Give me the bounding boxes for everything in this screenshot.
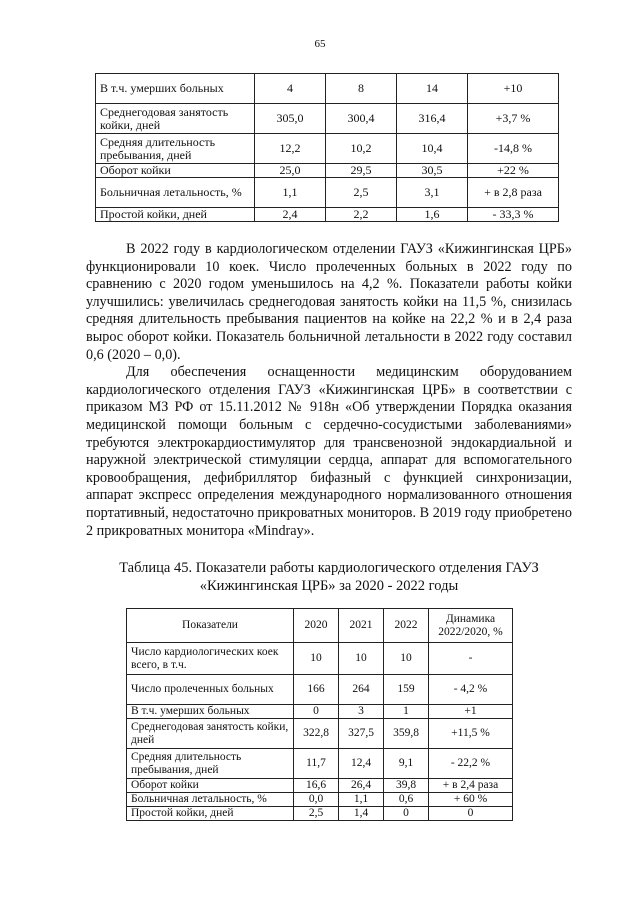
value-cell: + в 2,4 раза [429,779,513,793]
indicator-cell: Простой койки, дней [96,208,255,222]
table-row [127,719,513,749]
header-indicators: Показатели [127,609,294,643]
indicator-cell: Среднегодовая занятость койки, дней [127,719,294,749]
header-2021: 2021 [339,609,384,643]
table-caption [86,560,572,595]
value-cell: 2,4 [255,208,326,222]
value-cell: 39,8 [384,779,429,793]
value-cell: 0 [294,705,339,719]
value-cell: 2,5 [326,178,397,208]
value-cell: +3,7 % [468,104,559,134]
header-2020: 2020 [294,609,339,643]
value-cell: +11,5 % [429,719,513,749]
value-cell: 1,1 [339,793,384,807]
indicator-cell: Средняя длительность пребывания, дней [127,749,294,779]
value-cell: 300,4 [326,104,397,134]
value-cell: 0,6 [384,793,429,807]
value-cell: 322,8 [294,719,339,749]
value-cell: 327,5 [339,719,384,749]
indicator-cell: Оборот койки [127,779,294,793]
table-row [96,164,559,178]
table-row [127,749,513,779]
value-cell: 10 [339,643,384,675]
cardiology-department-table [126,608,513,821]
value-cell: 264 [339,675,384,705]
value-cell: 166 [294,675,339,705]
value-cell: 2,5 [294,807,339,821]
indicator-cell: В т.ч. умерших больных [127,705,294,719]
value-cell: + в 2,8 раза [468,178,559,208]
value-cell: - [429,643,513,675]
caption-line-1: Таблица 45. Показатели работы кардиологического отделения ГАУЗ [119,560,539,576]
value-cell: - 22,2 % [429,749,513,779]
header-2022: 2022 [384,609,429,643]
indicator-cell: Число пролеченных больных [127,675,294,705]
value-cell: 12,4 [339,749,384,779]
indicator-cell: Больничная летальность, % [127,793,294,807]
paragraph-cardiology-beds: В 2022 году в кардиологическом отделении ГАУЗ «Кижингинская ЦРБ» функционировали 10 коек. Число пролеченных больных в 2022 году по сравнению с 2020 годом уменьшилось на 4,2 %. Показатели работы койки улучшились: увеличилась среднегодовая занятость койки на 11,5 %, снизилась средняя длительность пребывания пациентов на койке на 22,2 % и в 2,4 раза вырос оборот койки. Показатель больничной летальности в 2022 году составил 0,6 (2020 – 0,0). [86,241,572,363]
value-cell: 359,8 [384,719,429,749]
value-cell: 1,1 [255,178,326,208]
table-row [127,675,513,705]
indicator-cell: Число кардиологических коек всего, в т.ч. [127,643,294,675]
table-row [127,807,513,821]
value-cell: 30,5 [397,164,468,178]
value-cell: 1,6 [397,208,468,222]
value-cell: 316,4 [397,104,468,134]
value-cell: 0,0 [294,793,339,807]
continued-statistics-table [95,73,559,222]
value-cell: +1 [429,705,513,719]
table-row [127,643,513,675]
value-cell: 12,2 [255,134,326,164]
value-cell: 14 [397,74,468,104]
table-row [127,705,513,719]
table-row [127,779,513,793]
value-cell: 26,4 [339,779,384,793]
value-cell: 16,6 [294,779,339,793]
indicator-cell: В т.ч. умерших больных [96,74,255,104]
header-dynamics: Динамика 2022/2020, % [429,609,513,643]
value-cell: + 60 % [429,793,513,807]
value-cell: 4 [255,74,326,104]
value-cell: 1,4 [339,807,384,821]
table-row [96,104,559,134]
value-cell: 0 [429,807,513,821]
table-row [96,208,559,222]
value-cell: 3,1 [397,178,468,208]
value-cell: 3 [339,705,384,719]
indicator-cell: Средняя длительность пребывания, дней [96,134,255,164]
body-text [86,241,572,540]
value-cell: +10 [468,74,559,104]
value-cell: 10,2 [326,134,397,164]
table-row [127,793,513,807]
value-cell: 10 [294,643,339,675]
page-number: 65 [314,38,326,50]
indicator-cell: Больничная летальность, % [96,178,255,208]
caption-line-2: «Кижингинская ЦРБ» за 2020 - 2022 годы [199,577,459,594]
value-cell: 25,0 [255,164,326,178]
value-cell: 8 [326,74,397,104]
indicator-cell: Простой койки, дней [127,807,294,821]
indicator-cell: Оборот койки [96,164,255,178]
paragraph-equipment: Для обеспечения оснащенности медицинским оборудованием кардиологического отделения ГАУЗ «Кижингинская ЦРБ» в соответствии с приказом МЗ РФ от 15.11.2012 № 918н «Об утверждении Порядка оказания медицинской помощи больным с сердечно-сосудистыми заболеваниями» требуются электрокардиостимулятор для трансвенозной эндокардиальной и наружной электрической стимуляции сердца, аппарат для вспомогательного кровообращения, дефибриллятор бифазный с функцией синхронизации, аппарат экспресс определения международного нормализованного отношения портативный, недостаточно прикроватных мониторов. В 2019 году приобретено 2 прикроватных монитора «Mindray». [86,364,572,539]
table-row [96,134,559,164]
table-row [96,178,559,208]
table-header-row [127,609,513,643]
value-cell: 159 [384,675,429,705]
value-cell: 1 [384,705,429,719]
value-cell: 305,0 [255,104,326,134]
value-cell: 10,4 [397,134,468,164]
value-cell: 10 [384,643,429,675]
value-cell: - 33,3 % [468,208,559,222]
value-cell: 29,5 [326,164,397,178]
value-cell: - 4,2 % [429,675,513,705]
value-cell: +22 % [468,164,559,178]
value-cell: 11,7 [294,749,339,779]
table-row [96,74,559,104]
value-cell: -14,8 % [468,134,559,164]
indicator-cell: Среднегодовая занятость койки, дней [96,104,255,134]
value-cell: 9,1 [384,749,429,779]
value-cell: 0 [384,807,429,821]
value-cell: 2,2 [326,208,397,222]
